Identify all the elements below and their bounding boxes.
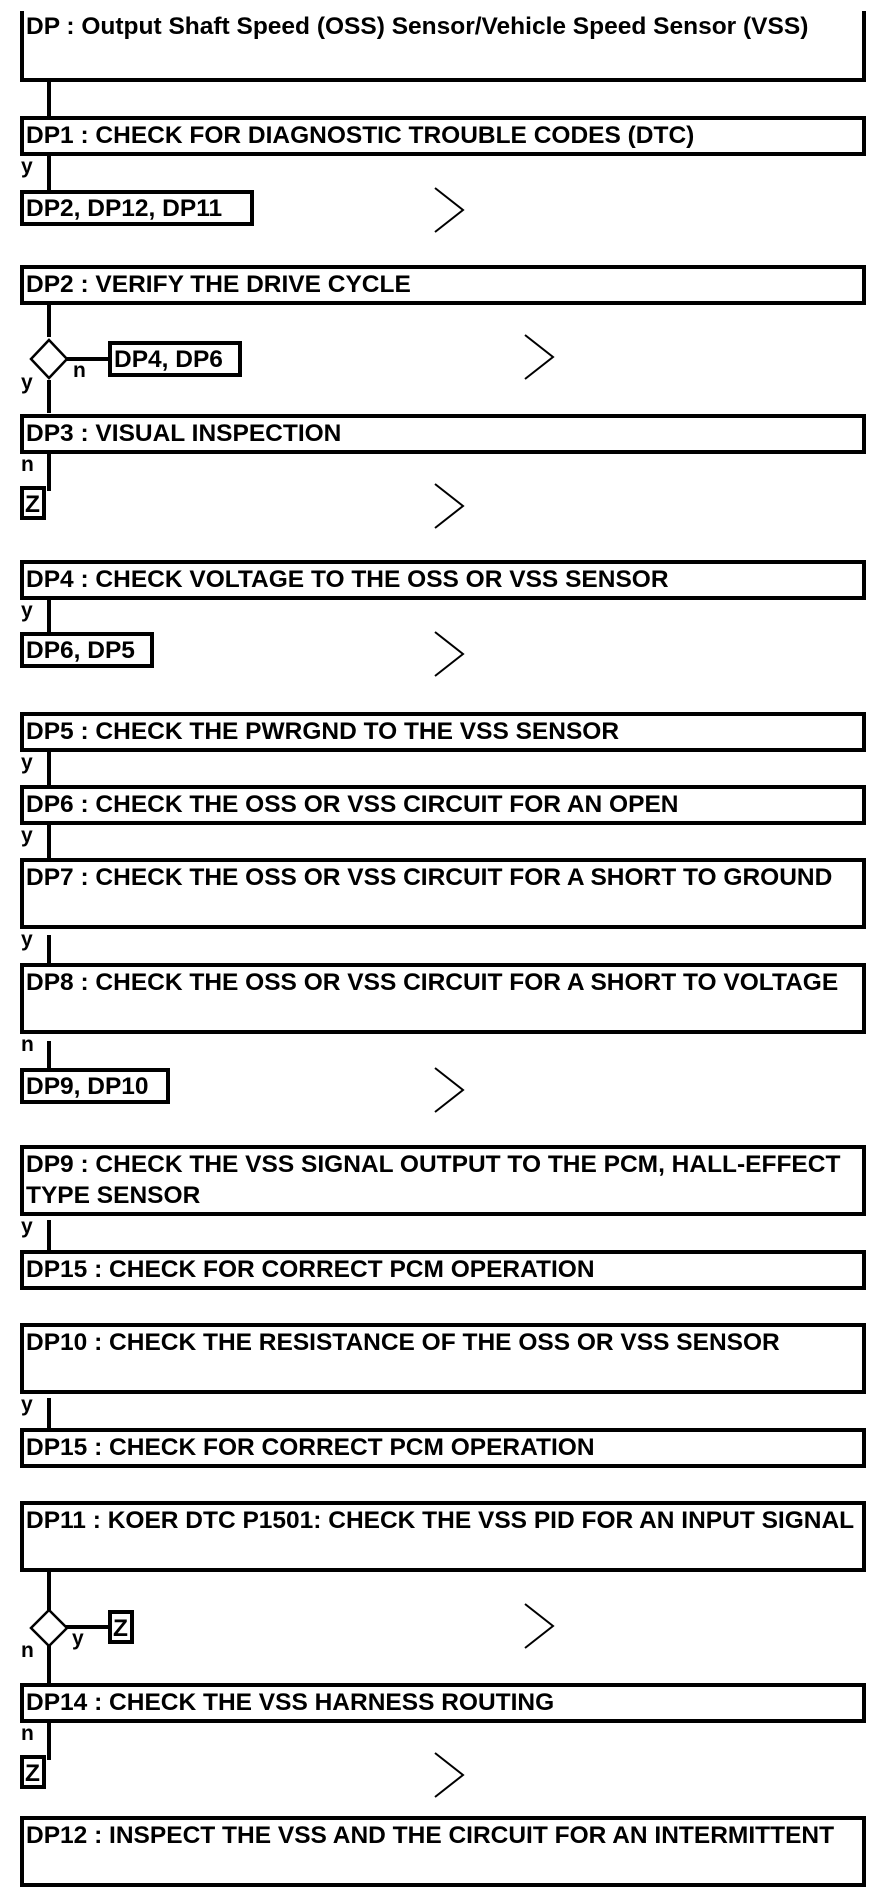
step-dp10 xyxy=(20,1323,866,1394)
ref-box-dp2 xyxy=(108,341,242,377)
step-dp8 xyxy=(20,963,866,1034)
ref-box-dp14 xyxy=(20,1755,46,1789)
ref-box-dp3 xyxy=(20,486,46,520)
step-dp5-text: DP5 : CHECK THE PWRGND TO THE VSS SENSOR xyxy=(26,718,620,745)
ref-text-dp14: Z xyxy=(25,1760,40,1787)
step-dp7-text: DP7 : CHECK THE OSS OR VSS CIRCUIT FOR A SHORT TO GROUND xyxy=(26,864,833,891)
ref-text-dp8: DP9, DP10 xyxy=(26,1073,149,1100)
step-dp15-b-text: DP15 : CHECK FOR CORRECT PCM OPERATION xyxy=(26,1434,595,1461)
step-dp12-text: DP12 : INSPECT THE VSS AND THE CIRCUIT FOR AN INTERMITTENT xyxy=(26,1822,835,1849)
decision-diamond-dp2 xyxy=(31,340,67,378)
step-dp1-text: DP1 : CHECK FOR DIAGNOSTIC TROUBLE CODES (DTC) xyxy=(26,122,695,149)
step-dp6 xyxy=(20,785,866,825)
branch-label-dp7: y xyxy=(21,928,33,951)
step-dp15-a-text: DP15 : CHECK FOR CORRECT PCM OPERATION xyxy=(26,1256,595,1283)
page-title: DP : Output Shaft Speed (OSS) Sensor/Vehicle Speed Sensor (VSS) xyxy=(26,13,809,40)
step-dp6-text: DP6 : CHECK THE OSS OR VSS CIRCUIT FOR AN OPEN xyxy=(26,791,679,818)
ref-text-dp3: Z xyxy=(25,491,40,518)
step-dp3-text: DP3 : VISUAL INSPECTION xyxy=(26,420,342,447)
branch-label-dp14: n xyxy=(21,1722,34,1745)
step-dp11 xyxy=(20,1501,866,1572)
ref-box-dp8 xyxy=(20,1068,170,1104)
yes-label-dp2: y xyxy=(21,371,33,394)
step-dp10-text: DP10 : CHECK THE RESISTANCE OF THE OSS OR VSS SENSOR xyxy=(26,1329,780,1356)
ref-text-dp1: DP2, DP12, DP11 xyxy=(26,195,223,222)
branch-label-dp6: y xyxy=(21,824,33,847)
step-dp11-text: DP11 : KOER DTC P1501: CHECK THE VSS PID FOR AN INPUT SIGNAL xyxy=(26,1507,855,1534)
step-dp15-a xyxy=(20,1250,866,1290)
title-box xyxy=(20,11,866,82)
step-dp15-b xyxy=(20,1428,866,1468)
yes-label-dp11: y xyxy=(72,1627,84,1650)
step-dp12 xyxy=(20,1816,866,1887)
ref-text-dp11: Z xyxy=(113,1615,128,1642)
step-dp9-text: DP9 : CHECK THE VSS SIGNAL OUTPUT TO THE PCM, HALL-EFFECT TYPE SENSOR xyxy=(26,1151,841,1209)
branch-label-dp1: y xyxy=(21,155,33,178)
ref-text-dp2: DP4, DP6 xyxy=(114,346,223,373)
step-dp14-text: DP14 : CHECK THE VSS HARNESS ROUTING xyxy=(26,1689,555,1716)
ref-box-dp4 xyxy=(20,632,154,668)
branch-label-dp8: n xyxy=(21,1033,34,1056)
ref-box-dp11 xyxy=(108,1610,134,1644)
branch-label-dp4: y xyxy=(21,599,33,622)
chevron-right-icon[interactable] xyxy=(433,482,467,530)
chevron-right-icon[interactable] xyxy=(433,1751,467,1799)
step-dp9 xyxy=(20,1145,866,1216)
branch-label-dp9: y xyxy=(21,1215,33,1238)
chevron-right-icon[interactable] xyxy=(523,1602,557,1650)
chevron-right-icon[interactable] xyxy=(433,186,467,234)
branch-label-dp5: y xyxy=(21,751,33,774)
step-dp8-text: DP8 : CHECK THE OSS OR VSS CIRCUIT FOR A SHORT TO VOLTAGE xyxy=(26,969,839,996)
step-dp2-text: DP2 : VERIFY THE DRIVE CYCLE xyxy=(26,271,411,298)
step-dp1 xyxy=(20,116,866,156)
decision-diamond-dp11 xyxy=(31,1610,67,1646)
branch-label-dp10: y xyxy=(21,1393,33,1416)
ref-box-dp1 xyxy=(20,190,254,226)
step-dp4-text: DP4 : CHECK VOLTAGE TO THE OSS OR VSS SENSOR xyxy=(26,566,669,593)
no-label-dp2: n xyxy=(73,359,86,382)
step-dp14 xyxy=(20,1683,866,1723)
chevron-right-icon[interactable] xyxy=(433,630,467,678)
chevron-right-icon[interactable] xyxy=(523,333,557,381)
branch-label-dp3: n xyxy=(21,453,34,476)
ref-text-dp4: DP6, DP5 xyxy=(26,637,135,664)
no-label-dp11: n xyxy=(21,1639,34,1662)
step-dp3 xyxy=(20,414,866,454)
step-dp4 xyxy=(20,560,866,600)
step-dp5 xyxy=(20,712,866,752)
chevron-right-icon[interactable] xyxy=(433,1066,467,1114)
step-dp2 xyxy=(20,265,866,305)
step-dp7 xyxy=(20,858,866,929)
